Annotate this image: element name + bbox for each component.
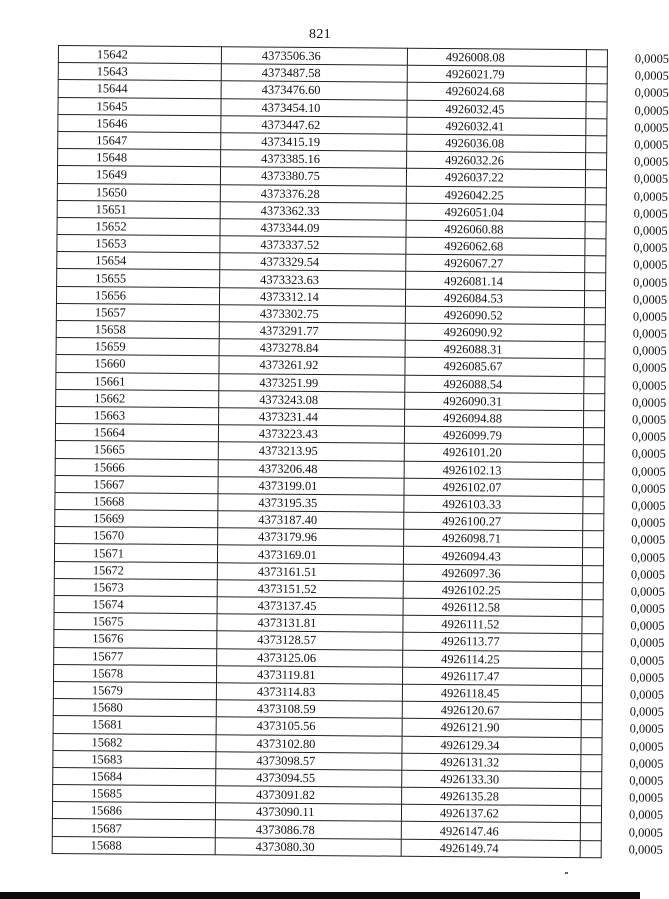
scan-speck <box>565 872 568 874</box>
point-number-cell: 15664 <box>55 424 218 442</box>
point-number-cell: 15679 <box>53 681 216 699</box>
point-number-cell: 15650 <box>57 183 220 201</box>
x-coordinate-cell: 4373179.96 <box>218 528 404 547</box>
x-coordinate-cell: 4373199.01 <box>218 476 404 495</box>
point-number-cell: 15678 <box>54 664 217 682</box>
x-coordinate-cell: 4373125.06 <box>217 648 403 667</box>
y-coordinate-cell: 4926090.52 <box>405 306 584 325</box>
y-coordinate-cell: 4926100.27 <box>404 512 583 531</box>
x-coordinate-cell: 4373187.40 <box>218 511 404 530</box>
y-coordinate-cell: 4926129.34 <box>402 736 581 755</box>
tolerance-cell: 0,0005 <box>584 359 605 376</box>
y-coordinate-cell: 4926111.52 <box>403 615 582 634</box>
x-coordinate-cell: 4373362.33 <box>220 201 406 220</box>
point-number-cell: 15676 <box>54 630 217 648</box>
x-coordinate-cell: 4373454.10 <box>221 98 407 117</box>
table-row <box>52 836 601 857</box>
tolerance-cell: 0,0005 <box>584 290 605 307</box>
tolerance-cell: 0,0005 <box>586 153 607 170</box>
point-number-cell: 15681 <box>53 716 216 734</box>
point-number-cell: 15644 <box>58 80 221 98</box>
tolerance-cell: 0,0005 <box>582 634 603 651</box>
point-number-cell: 15668 <box>55 492 218 510</box>
x-coordinate-cell: 4373231.44 <box>219 408 405 427</box>
point-number-cell: 15677 <box>54 647 217 665</box>
point-number-cell: 15654 <box>57 252 220 270</box>
x-coordinate-cell: 4373223.43 <box>218 425 404 444</box>
tolerance-cell: 0,0005 <box>582 548 603 565</box>
tolerance-cell: 0,0005 <box>585 187 606 204</box>
point-number-cell: 15649 <box>57 166 220 184</box>
y-coordinate-cell: 4926113.77 <box>403 633 582 652</box>
point-number-cell: 15642 <box>58 46 221 64</box>
y-coordinate-cell: 4926021.79 <box>407 65 586 84</box>
x-coordinate-cell: 4373487.58 <box>221 64 407 83</box>
tolerance-cell: 0,0005 <box>584 325 605 342</box>
y-coordinate-cell: 4926133.30 <box>402 770 581 789</box>
point-number-cell: 15648 <box>58 149 221 167</box>
y-coordinate-cell: 4926135.28 <box>402 787 581 806</box>
tolerance-cell: 0,0005 <box>582 651 603 668</box>
y-coordinate-cell: 4926102.25 <box>403 581 582 600</box>
tolerance-cell: 0,0005 <box>581 668 602 685</box>
x-coordinate-cell: 4373161.51 <box>217 562 403 581</box>
tolerance-cell: 0,0005 <box>581 772 602 789</box>
tolerance-cell: 0,0005 <box>580 840 601 857</box>
point-number-cell: 15674 <box>54 595 217 613</box>
x-coordinate-cell: 4373094.55 <box>216 769 402 788</box>
y-coordinate-cell: 4926117.47 <box>402 667 581 686</box>
tolerance-cell: 0,0005 <box>583 497 604 514</box>
point-number-cell: 15656 <box>56 286 219 304</box>
y-coordinate-cell: 4926060.88 <box>406 220 585 239</box>
x-coordinate-cell: 4373476.60 <box>221 81 407 100</box>
point-number-cell: 15670 <box>55 527 218 545</box>
x-coordinate-cell: 4373131.81 <box>217 614 403 633</box>
x-coordinate-cell: 4373114.83 <box>216 683 402 702</box>
point-number-cell: 15651 <box>57 200 220 218</box>
x-coordinate-cell: 4373506.36 <box>221 47 407 66</box>
tolerance-cell: 0,0005 <box>583 531 604 548</box>
point-number-cell: 15652 <box>57 217 220 235</box>
tolerance-cell: 0,0005 <box>582 565 603 582</box>
point-number-cell: 15683 <box>53 750 216 768</box>
x-coordinate-cell: 4373108.59 <box>216 700 402 719</box>
point-number-cell: 15669 <box>55 510 218 528</box>
point-number-cell: 15666 <box>55 458 218 476</box>
x-coordinate-cell: 4373337.52 <box>220 236 406 255</box>
y-coordinate-cell: 4926098.71 <box>404 529 583 548</box>
tolerance-cell: 0,0005 <box>584 393 605 410</box>
y-coordinate-cell: 4926149.74 <box>401 839 580 858</box>
coordinates-table-container <box>52 45 669 864</box>
x-coordinate-cell: 4373091.82 <box>216 786 402 805</box>
x-coordinate-cell: 4373278.84 <box>219 339 405 358</box>
y-coordinate-cell: 4926094.88 <box>405 409 584 428</box>
tolerance-cell: 0,0005 <box>581 789 602 806</box>
point-number-cell: 15659 <box>56 338 219 356</box>
tolerance-cell: 0,0005 <box>580 823 601 840</box>
point-number-cell: 15657 <box>56 303 219 321</box>
tolerance-cell: 0,0005 <box>583 514 604 531</box>
tolerance-cell: 0,0005 <box>586 101 607 118</box>
point-number-cell: 15643 <box>58 63 221 81</box>
point-number-cell: 15673 <box>54 578 217 596</box>
point-number-cell: 15667 <box>55 475 218 493</box>
tolerance-cell: 0,0005 <box>586 118 607 135</box>
tolerance-cell: 0,0005 <box>584 411 605 428</box>
x-coordinate-cell: 4373344.09 <box>220 219 406 238</box>
point-number-cell: 15653 <box>57 235 220 253</box>
tolerance-cell: 0,0005 <box>586 67 607 84</box>
x-coordinate-cell: 4373380.75 <box>220 167 406 186</box>
point-number-cell: 15662 <box>56 389 219 407</box>
x-coordinate-cell: 4373213.95 <box>218 442 404 461</box>
y-coordinate-cell: 4926024.68 <box>407 83 586 102</box>
x-coordinate-cell: 4373243.08 <box>219 391 405 410</box>
y-coordinate-cell: 4926102.07 <box>404 478 583 497</box>
coordinates-table <box>52 45 669 858</box>
y-coordinate-cell: 4926099.79 <box>404 426 583 445</box>
y-coordinate-cell: 4926088.54 <box>405 375 584 394</box>
x-coordinate-cell: 4373137.45 <box>217 597 403 616</box>
point-number-cell: 15658 <box>56 320 219 338</box>
tolerance-cell: 0,0005 <box>581 754 602 771</box>
y-coordinate-cell: 4926042.25 <box>406 186 585 205</box>
tolerance-cell: 0,0005 <box>585 170 606 187</box>
point-number-cell: 15685 <box>53 785 216 803</box>
point-number-cell: 15688 <box>52 836 215 854</box>
tolerance-cell: 0,0005 <box>585 239 606 256</box>
x-coordinate-cell: 4373169.01 <box>217 545 403 564</box>
tolerance-cell: 0,0005 <box>584 376 605 393</box>
point-number-cell: 15680 <box>53 699 216 717</box>
y-coordinate-cell: 4926094.43 <box>403 547 582 566</box>
point-number-cell: 15682 <box>53 733 216 751</box>
tolerance-cell: 0,0005 <box>581 703 602 720</box>
scan-bottom-edge <box>0 892 640 899</box>
y-coordinate-cell: 4926032.45 <box>407 100 586 119</box>
tolerance-cell: 0,0005 <box>586 84 607 101</box>
point-number-cell: 15672 <box>54 561 217 579</box>
tolerance-cell: 0,0005 <box>583 479 604 496</box>
tolerance-cell: 0,0005 <box>581 737 602 754</box>
point-number-cell: 15684 <box>53 767 216 785</box>
x-coordinate-cell: 4373415.19 <box>221 133 407 152</box>
y-coordinate-cell: 4926090.92 <box>405 323 584 342</box>
tolerance-cell: 0,0005 <box>586 136 607 153</box>
tolerance-cell: 0,0005 <box>580 806 601 823</box>
x-coordinate-cell: 4373251.99 <box>219 373 405 392</box>
x-coordinate-cell: 4373302.75 <box>219 305 405 324</box>
tolerance-cell: 0,0005 <box>583 428 604 445</box>
tolerance-cell: 0,0005 <box>581 686 602 703</box>
y-coordinate-cell: 4926131.32 <box>402 753 581 772</box>
x-coordinate-cell: 4373329.54 <box>220 253 406 272</box>
y-coordinate-cell: 4926121.90 <box>402 719 581 738</box>
tolerance-cell: 0,0005 <box>582 600 603 617</box>
tolerance-cell: 0,0005 <box>585 256 606 273</box>
point-number-cell: 15645 <box>58 97 221 115</box>
x-coordinate-cell: 4373323.63 <box>220 270 406 289</box>
tolerance-cell: 0,0005 <box>581 720 602 737</box>
y-coordinate-cell: 4926084.53 <box>405 289 584 308</box>
x-coordinate-cell: 4373090.11 <box>215 803 401 822</box>
x-coordinate-cell: 4373291.77 <box>219 322 405 341</box>
y-coordinate-cell: 4926137.62 <box>401 804 580 823</box>
point-number-cell: 15665 <box>55 441 218 459</box>
y-coordinate-cell: 4926032.41 <box>407 117 586 136</box>
y-coordinate-cell: 4926112.58 <box>403 598 582 617</box>
x-coordinate-cell: 4373195.35 <box>218 494 404 513</box>
point-number-cell: 15686 <box>52 802 215 820</box>
page-number: 821 <box>309 27 331 42</box>
x-coordinate-cell: 4373119.81 <box>216 666 402 685</box>
tolerance-cell: 0,0005 <box>582 617 603 634</box>
x-coordinate-cell: 4373098.57 <box>216 751 402 770</box>
point-number-cell: 15687 <box>52 819 215 837</box>
table-body <box>52 46 669 858</box>
y-coordinate-cell: 4926118.45 <box>402 684 581 703</box>
y-coordinate-cell: 4926090.31 <box>405 392 584 411</box>
y-coordinate-cell: 4926036.08 <box>407 134 586 153</box>
y-coordinate-cell: 4926114.25 <box>403 650 582 669</box>
x-coordinate-cell: 4373376.28 <box>220 184 406 203</box>
x-coordinate-cell: 4373086.78 <box>215 820 401 839</box>
y-coordinate-cell: 4926097.36 <box>403 564 582 583</box>
x-coordinate-cell: 4373128.57 <box>217 631 403 650</box>
point-number-cell: 15655 <box>57 269 220 287</box>
tolerance-cell: 0,0005 <box>584 342 605 359</box>
tolerance-cell: 0,0005 <box>585 273 606 290</box>
y-coordinate-cell: 4926081.14 <box>406 272 585 291</box>
point-number-cell: 15671 <box>54 544 217 562</box>
y-coordinate-cell: 4926101.20 <box>404 444 583 463</box>
tolerance-cell: 0,0005 <box>583 462 604 479</box>
x-coordinate-cell: 4373105.56 <box>216 717 402 736</box>
point-number-cell: 15663 <box>56 406 219 424</box>
tolerance-cell: 0,0005 <box>583 445 604 462</box>
tolerance-cell: 0,0005 <box>585 222 606 239</box>
y-coordinate-cell: 4926147.46 <box>401 822 580 841</box>
y-coordinate-cell: 4926102.13 <box>404 461 583 480</box>
point-number-cell: 15647 <box>58 131 221 149</box>
x-coordinate-cell: 4373102.80 <box>216 734 402 753</box>
tolerance-cell: 0,0005 <box>584 307 605 324</box>
point-number-cell: 15661 <box>56 372 219 390</box>
x-coordinate-cell: 4373312.14 <box>219 287 405 306</box>
y-coordinate-cell: 4926032.26 <box>407 151 586 170</box>
y-coordinate-cell: 4926085.67 <box>405 358 584 377</box>
tolerance-cell: 0,0005 <box>585 204 606 221</box>
y-coordinate-cell: 4926067.27 <box>406 254 585 273</box>
x-coordinate-cell: 4373151.52 <box>217 580 403 599</box>
y-coordinate-cell: 4926103.33 <box>404 495 583 514</box>
tolerance-cell: 0,0005 <box>582 582 603 599</box>
point-number-cell: 15646 <box>58 114 221 132</box>
x-coordinate-cell: 4373080.30 <box>215 837 401 856</box>
x-coordinate-cell: 4373261.92 <box>219 356 405 375</box>
x-coordinate-cell: 4373206.48 <box>218 459 404 478</box>
y-coordinate-cell: 4926120.67 <box>402 701 581 720</box>
point-number-cell: 15675 <box>54 613 217 631</box>
x-coordinate-cell: 4373385.16 <box>221 150 407 169</box>
y-coordinate-cell: 4926088.31 <box>405 340 584 359</box>
y-coordinate-cell: 4926062.68 <box>406 237 585 256</box>
x-coordinate-cell: 4373447.62 <box>221 116 407 135</box>
y-coordinate-cell: 4926037.22 <box>406 169 585 188</box>
point-number-cell: 15660 <box>56 355 219 373</box>
y-coordinate-cell: 4926051.04 <box>406 203 585 222</box>
y-coordinate-cell: 4926008.08 <box>407 48 586 67</box>
tolerance-cell: 0,0005 <box>586 50 607 67</box>
